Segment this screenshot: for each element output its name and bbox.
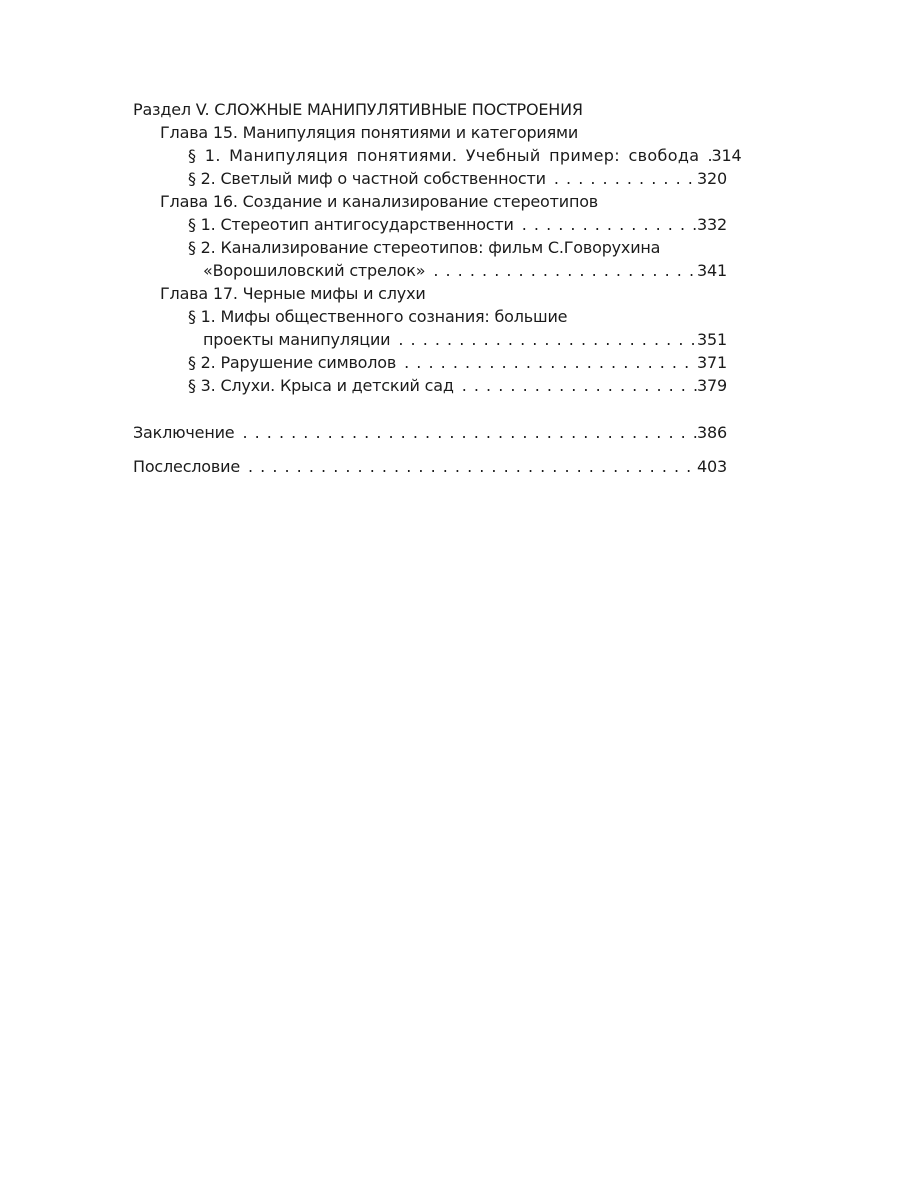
leader-dots [546, 167, 697, 190]
item-title-continuation: проекты манипуляции [203, 330, 391, 349]
chapter-title: Глава 16. Создание и канализирование стереотипов [160, 192, 599, 211]
chapter-title: Глава 15. Манипуляция понятиями и категориями [160, 123, 579, 142]
toc-item [133, 213, 727, 236]
toc-chapter-17 [133, 282, 727, 305]
page-number: 351 [697, 330, 727, 349]
afterword-title: Послесловие [133, 457, 240, 476]
leader-dots [454, 374, 697, 397]
toc-item-first-line [133, 305, 727, 328]
page-number: 379 [697, 376, 727, 395]
table-of-contents [133, 98, 742, 478]
item-title: § 2. Светлый миф о частной собственности [188, 169, 546, 188]
page-number: 320 [697, 169, 727, 188]
leader-dots [396, 351, 697, 374]
item-title: § 2. Рарушение символов [188, 353, 397, 372]
page-number: 371 [697, 353, 727, 372]
toc-chapter-16 [133, 190, 727, 213]
item-title: § 2. Канализирование стереотипов: фильм С.Говорухина [188, 238, 661, 257]
toc-item [133, 144, 742, 167]
item-title: § 1. Стереотип антигосударственности [188, 215, 514, 234]
spacer [133, 397, 727, 421]
conclusion-title: Заключение [133, 423, 235, 442]
item-title: § 1. Манипуляция понятиями. Учебный пример: свобода [188, 146, 700, 165]
page-number: 386 [697, 423, 727, 442]
toc-afterword [133, 455, 727, 478]
page-number: 314 [711, 146, 742, 165]
toc-conclusion [133, 421, 727, 444]
toc-section-heading [133, 98, 727, 121]
toc-item-continuation [133, 259, 727, 282]
page-number: 332 [697, 215, 727, 234]
chapter-title: Глава 17. Черные мифы и слухи [160, 284, 426, 303]
leader-dots [425, 259, 697, 282]
leader-dots [390, 328, 697, 351]
toc-item [133, 374, 727, 397]
leader-dots [699, 144, 711, 167]
item-title: § 1. Мифы общественного сознания: большие [188, 307, 568, 326]
item-title: § 3. Слухи. Крыса и детский сад [188, 376, 454, 395]
page-number: 403 [697, 457, 727, 476]
section-title: Раздел V. СЛОЖНЫЕ МАНИПУЛЯТИВНЫЕ ПОСТРОЕНИЯ [133, 100, 583, 119]
item-title-continuation: «Ворошиловский стрелок» [203, 261, 426, 280]
page-number: 341 [697, 261, 727, 280]
leader-dots [234, 421, 697, 444]
leader-dots [240, 455, 697, 478]
toc-item-continuation [133, 328, 727, 351]
toc-item [133, 351, 727, 374]
spacer [133, 444, 727, 455]
toc-chapter-15 [133, 121, 727, 144]
toc-item [133, 167, 727, 190]
leader-dots [514, 213, 697, 236]
toc-item-first-line [133, 236, 727, 259]
